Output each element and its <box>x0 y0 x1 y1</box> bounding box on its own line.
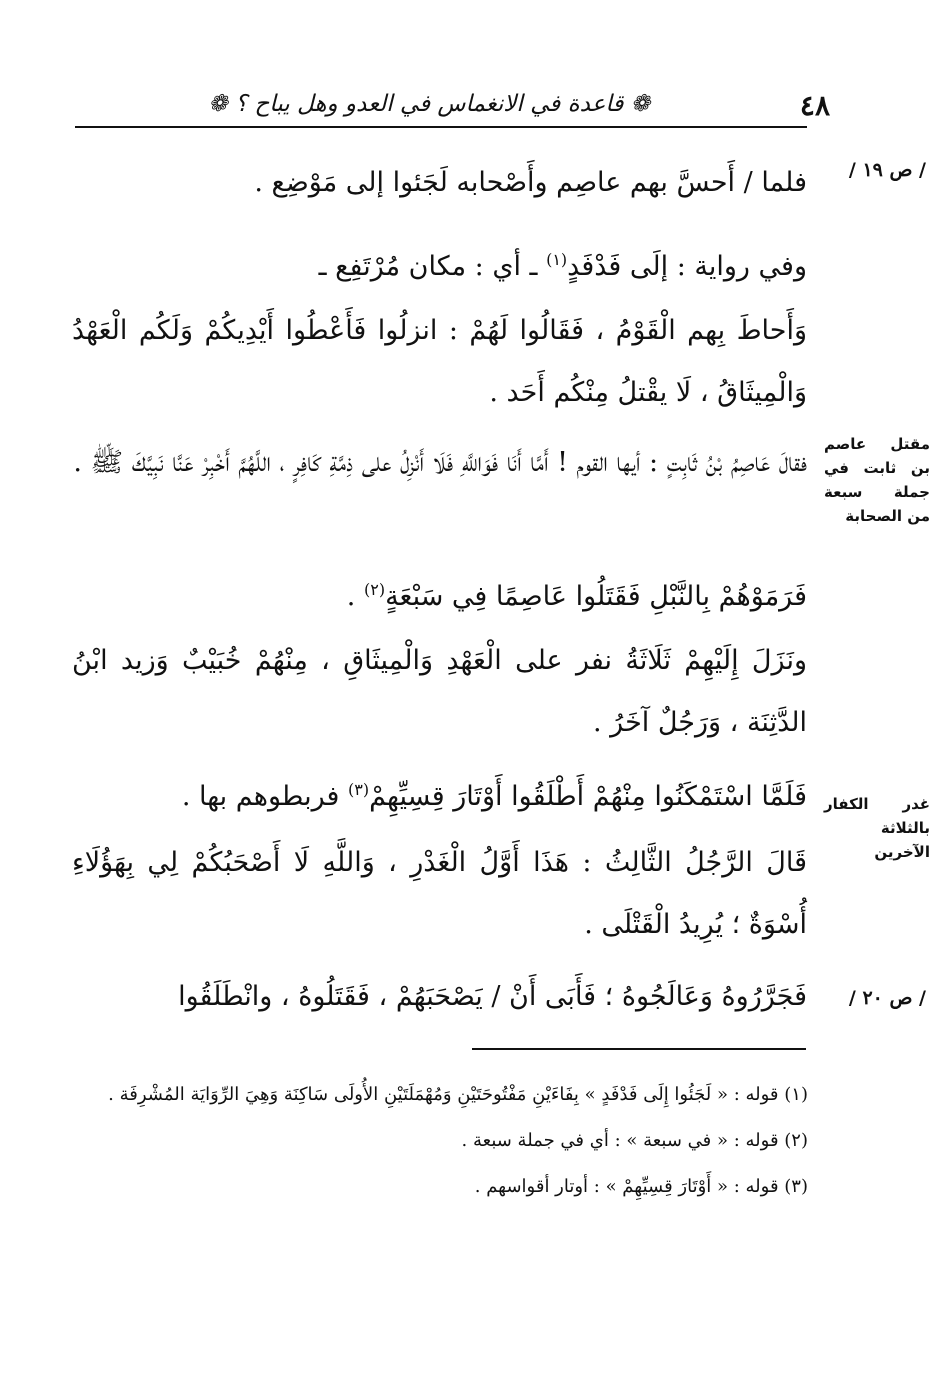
paragraph-text: ـ أي : مكان مُرْتَفِع ـ <box>318 251 547 282</box>
paragraph-text: فَرَمَوْهُمْ بِالنَّبْلِ فَقَتَلُوا عَاصِمًا فِي سَبْعَةٍ <box>385 581 807 612</box>
body-paragraph: وَأَحاطَ بِهم الْقَوْمُ ، فَقَالُوا لَهُمْ : انزلُوا فَأَعْطُوا أَيْدِيكُمْ وَلَكُم الْعَهْدُ وَالْمِيثَاقُ ، لَا يقْتلُ مِنْكُم أَحَد . <box>72 315 807 408</box>
body-paragraph <box>72 566 807 628</box>
running-header-title: ❁ قاعدة في الانغماس في العدو وهل يباح ؟ ❁ <box>208 91 650 117</box>
body-paragraph: فقالَ عَاصِمُ بْنُ ثَابِتٍ : أيها القوم ! أَمَّا أَنَا فَوَاللَّهِ فَلَا أَنْزِلُ على ذِمَّةِ كَافِرٍ ، اللَّهُمَّ أَخْبِرْ عَنَّا نَبِيَّكَ ﷺ . <box>73 447 807 478</box>
manuscript-page-ref-19: / ص ١٩ / <box>848 159 926 181</box>
footnote-marker: (٢) <box>363 580 386 599</box>
footnote-marker: (١) <box>546 250 568 269</box>
footnote-3: (٣) قوله : « أَوْتَارَ قِسِيِّهِمْ » : أوتار أقواسهم . <box>474 1176 808 1197</box>
footnote-2: (٢) قوله : « في سبعة » : أي في جملة سبعة . <box>461 1130 808 1151</box>
page-number: ٤٨ <box>799 89 830 122</box>
paragraph-text: . <box>346 581 364 612</box>
body-paragraph: قَالَ الرَّجُلُ الثَّالِثُ : هَذَا أَوَّلُ الْغَدْرِ ، وَاللَّهِ لَا أَصْحَبُكُمْ لِي بِهَؤُلَاءِ أُسْوَةٌ ؛ يُرِيدُ الْقَتْلَى . <box>72 847 807 940</box>
footnote-1: (١) قوله : « لَجَئُوا إِلَى فَدْفَدٍ » بِفَاءَيْنِ مَفْتُوحَتَيْنِ وَمُهْمَلَتَيْنِ الأُولَى سَاكِنَة وَهِيَ الرِّوَايَة المُشْرِفَة . <box>108 1084 808 1105</box>
side-note-asim: مقتل عاصم بن ثابت في جملة سبعة من الصحابة <box>824 435 930 525</box>
body-paragraph: ونَزَلَ إِلَيْهِمْ ثَلَاثَةُ نفر على الْعَهْدِ وَالْمِيثَاقِ ، مِنْهُمْ خُبَيْبٌ وَزيد ابْنُ الدَّثِنَة ، وَرَجُلٌ آخَرُ . <box>72 645 807 738</box>
paragraph-text: فربطوهم بها . <box>181 781 348 812</box>
manuscript-page-ref-20: / ص ٢٠ / <box>848 987 926 1009</box>
body-paragraph: فلما / أَحسَّ بهم عاصِم وأَصْحابه لَجَئوا إلى مَوْضِع . <box>254 167 807 198</box>
body-paragraph <box>72 236 807 298</box>
paragraph-text: وفي رواية : إلَى فَدْفَدٍ <box>567 251 807 282</box>
body-paragraph <box>72 766 807 828</box>
footnote-separator <box>472 1048 806 1050</box>
footnote-marker: (٣) <box>347 780 370 799</box>
footnotes <box>60 1072 808 1210</box>
header-rule <box>75 126 807 128</box>
paragraph-text: فَلَمَّا اسْتَمْكَنُوا مِنْهُمْ أَطْلَقُوا أَوْتَارَ قِسِيِّهِمْ <box>369 781 807 812</box>
body-paragraph: فَجَرَّرُوهُ وَعَالَجُوهُ ؛ فَأَبَى أَنْ / يَصْحَبَهُمْ ، فَقَتَلُوهُ ، وانْطَلَقُوا <box>178 981 807 1012</box>
side-note-betrayal: غدر الكفار بالثلاثة الآخرين <box>824 795 930 861</box>
